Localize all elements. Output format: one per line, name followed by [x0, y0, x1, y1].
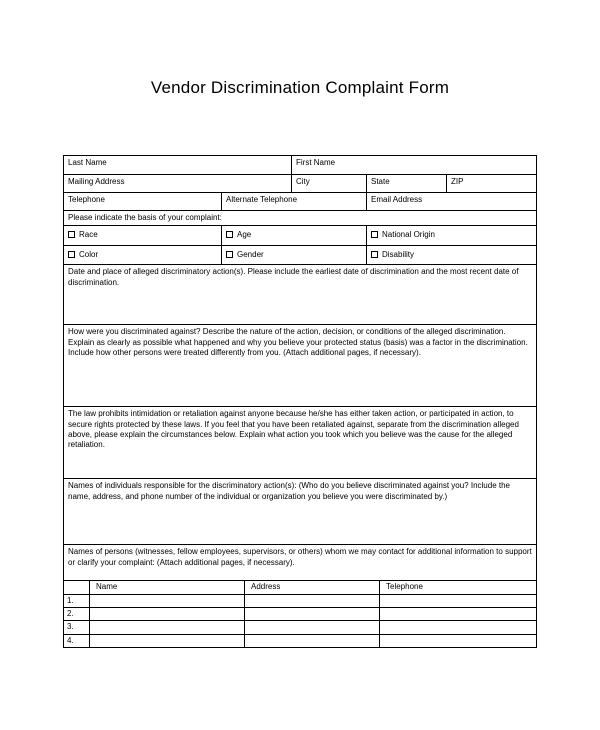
row-address [64, 174, 536, 192]
section-date-place[interactable] [64, 264, 536, 324]
checkbox-disability-icon[interactable] [371, 251, 378, 258]
checkbox-age-label: Age [237, 230, 252, 240]
complaint-form [63, 155, 537, 648]
contacts-header-address: Address [244, 581, 379, 593]
first-name-field[interactable] [291, 156, 536, 174]
state-field[interactable] [366, 175, 446, 192]
contacts-row-3-telephone-field[interactable] [379, 621, 536, 633]
checkbox-option-gender[interactable] [221, 246, 366, 264]
first-name-label: First Name [296, 158, 336, 167]
section-responsible-individuals-text: Names of individuals responsible for the discriminatory action(s): (Who do you believe discriminated against you? Include the name, address, and phone number of the individual or organization you believe you were discriminated by.) [68, 481, 510, 501]
checkbox-race-label: Race [79, 230, 98, 240]
email-address-field[interactable] [366, 193, 536, 210]
checkbox-option-color[interactable] [64, 246, 221, 264]
checkbox-national-origin-label: National Origin [382, 230, 435, 240]
checkbox-gender-icon[interactable] [226, 251, 233, 258]
contacts-header-row [64, 580, 536, 593]
basis-prompt-label: Please indicate the basis of your complaint: [68, 213, 222, 222]
checkbox-gender-label: Gender [237, 249, 264, 259]
zip-field[interactable] [446, 175, 536, 192]
contacts-row-4-name-field[interactable] [89, 635, 244, 647]
last-name-field[interactable] [64, 156, 291, 174]
zip-label: ZIP [451, 177, 464, 186]
contacts-header-number [64, 581, 89, 593]
checkbox-option-national-origin[interactable] [366, 226, 536, 244]
checkbox-option-age[interactable] [221, 226, 366, 244]
telephone-field[interactable] [64, 193, 221, 210]
contacts-row-1-address-field[interactable] [244, 595, 379, 607]
row-basis-options-1 [64, 225, 536, 244]
last-name-label: Last Name [68, 158, 107, 167]
checkbox-option-race[interactable] [64, 226, 221, 244]
checkbox-disability-label: Disability [382, 249, 415, 259]
row-basis-prompt [64, 210, 536, 225]
contacts-row-3-address-field[interactable] [244, 621, 379, 633]
contacts-row-3-name-field[interactable] [89, 621, 244, 633]
email-address-label: Email Address [371, 195, 423, 204]
telephone-label: Telephone [68, 195, 105, 204]
mailing-address-field[interactable] [64, 175, 291, 192]
alternate-telephone-label: Alternate Telephone [226, 195, 298, 204]
checkbox-color-label: Color [79, 249, 99, 259]
contacts-row-4 [64, 634, 536, 647]
checkbox-national-origin-icon[interactable] [371, 231, 378, 238]
contacts-row-1-name-field[interactable] [89, 595, 244, 607]
city-label: City [296, 177, 310, 186]
section-witnesses-text: Names of persons (witnesses, fellow employees, supervisors, or others) whom we may contact for additional information to support or clarify your complaint: (Attach additional pages, if necessary). [68, 547, 532, 567]
contacts-row-2-telephone-field[interactable] [379, 608, 536, 620]
mailing-address-label: Mailing Address [68, 177, 125, 186]
section-retaliation-text: The law prohibits intimidation or retaliation against anyone because he/she has either taken action, or participated in action, to secure rights protected by these laws. If you feel that you have been retaliated against, separate from the discrimination alleged above, please explain the circumstances below. Explain what action you took which you believe was the cause for the alleged retaliation. [68, 409, 519, 450]
contacts-row-2-name-field[interactable] [89, 608, 244, 620]
section-responsible-individuals[interactable] [64, 478, 536, 544]
contacts-header-name: Name [89, 581, 244, 593]
row-phone-email [64, 192, 536, 210]
contacts-row-4-number: 4. [67, 635, 74, 645]
contacts-row-1-number: 1. [67, 595, 74, 605]
contacts-row-1 [64, 594, 536, 607]
checkbox-option-disability[interactable] [366, 246, 536, 264]
section-how-discriminated[interactable] [64, 324, 536, 406]
state-label: State [371, 177, 390, 186]
row-name [64, 156, 536, 174]
section-how-discriminated-text: How were you discriminated against? Describe the nature of the action, decision, or conditions of the alleged discrimination. Explain as clearly as possible what happened and why you believe your protected status (basis) was a factor in the discrimination. Include how other persons were treated differently from you. (Attach additional pages, if necessary). [68, 327, 528, 357]
section-retaliation[interactable] [64, 406, 536, 478]
checkbox-race-icon[interactable] [68, 231, 75, 238]
contacts-row-4-address-field[interactable] [244, 635, 379, 647]
contacts-header-telephone: Telephone [379, 581, 536, 593]
contacts-row-3-number: 3. [67, 622, 74, 632]
contacts-row-2 [64, 607, 536, 620]
contacts-row-2-number: 2. [67, 608, 74, 618]
basis-prompt [64, 211, 536, 225]
page-title: Vendor Discrimination Complaint Form [150, 78, 450, 97]
section-witnesses[interactable] [64, 544, 536, 580]
checkbox-color-icon[interactable] [68, 251, 75, 258]
checkbox-age-icon[interactable] [226, 231, 233, 238]
contacts-row-4-telephone-field[interactable] [379, 635, 536, 647]
contacts-row-1-telephone-field[interactable] [379, 595, 536, 607]
contacts-row-3 [64, 620, 536, 633]
section-date-place-text: Date and place of alleged discriminatory action(s). Please include the earliest date of discrimination and the most recent date of discrimination. [68, 267, 519, 287]
contacts-row-2-address-field[interactable] [244, 608, 379, 620]
city-field[interactable] [291, 175, 366, 192]
alternate-telephone-field[interactable] [221, 193, 366, 210]
row-basis-options-2 [64, 245, 536, 264]
